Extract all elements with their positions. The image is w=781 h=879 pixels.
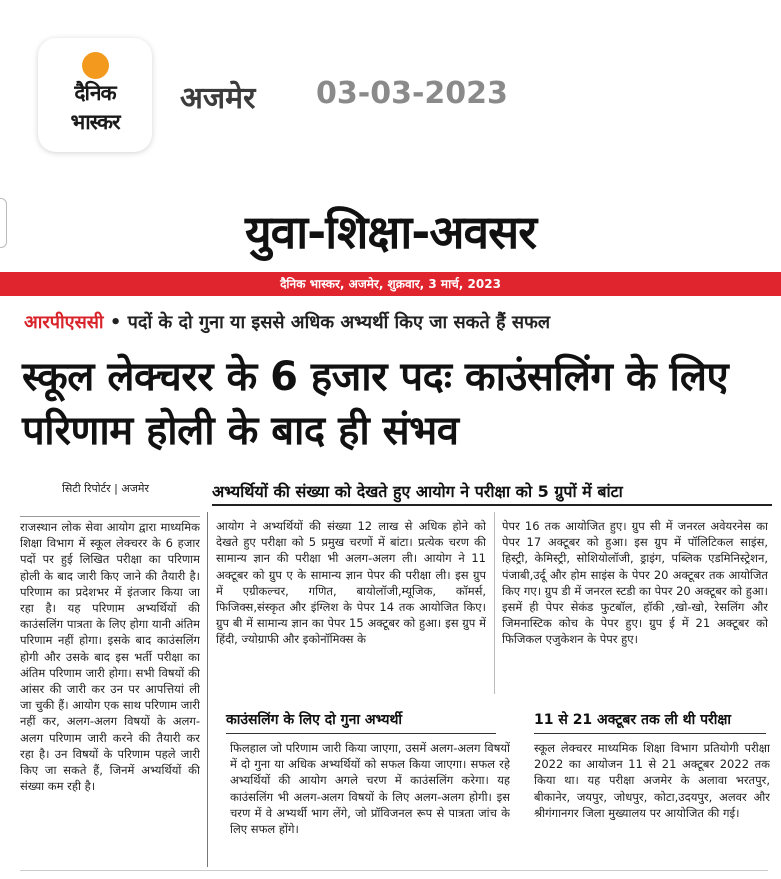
article-byline: सिटी रिपोर्टर | अजमेर xyxy=(62,482,150,495)
body-column-2: आयोग ने अभ्यर्थियों की संख्या 12 लाख से अधिक होने को देखते हुए परीक्षा को 5 प्रमुख चरणों में बांटा। प्रत्येक चरण की सामान्य ज्ञान की परीक्षा भी अलग-अलग ली। आयोग ने 11 अक्टूबर को ग्रुप ए के सामान्य ज्ञान पेपर की परीक्षा ली। इस ग्रुप में एग्रीकल्चर, गणित, बायोलॉजी,म्यूजिक, कॉमर्स, फिजिक्स,संस्कृत और इंग्लिश के पेपर 14 तक आयोजित किए। ग्रुप बी में सामान्य ज्ञान का पेपर 15 अक्टूबर को हुआ। इस ग्रुप में हिंदी, ज्योग्राफी और इकोनॉमिक्स के xyxy=(216,519,486,647)
edition-date: 03-03-2023 xyxy=(316,76,508,111)
body-column-5: स्कूल लेक्चरर माध्यमिक शिक्षा विभाग प्रतियोगी परीक्षा 2022 का आयोजन 11 से 21 अक्टूबर 2022 तक किया था। यह परीक्षा अजमेर के अलावा भरतपुर, बीकानेर, जयपुर, जोधपुर, कोटा,उदयपुर, अलवर और श्रीगंगानगर जिला मुख्यालय पर आयोजित की गई। xyxy=(534,741,770,820)
logo-line-1: दैनिक xyxy=(74,81,116,105)
logo-line-2: भास्कर xyxy=(70,110,120,134)
edition-city: अजमेर xyxy=(180,81,256,116)
exam-dates-subheading: 11 से 21 अक्टूबर तक ली थी परीक्षा xyxy=(534,710,766,734)
counselling-subheading: काउंसलिंग के लिए दो गुना अभ्यर्थी xyxy=(226,710,496,734)
news-clipping xyxy=(14,300,774,875)
column-divider xyxy=(494,512,495,694)
column-divider xyxy=(207,512,208,867)
body-column-3: पेपर 16 तक आयोजित हुए। ग्रुप सी में जनरल अवेयरनेस का पेपर 17 अक्टूबर को हुआ। इस ग्रुप में पॉलिटिकल साइंस, हिस्ट्री, केमिस्ट्री, सोशियोलॉजी, ड्राइंग, पब्लिक एडमिनिस्ट्रेशन, पंजाबी,उर्दू और होम साइंस के पेपर 20 अक्टूबर तक आयोजित किए गए। ग्रुप डी में जनरल स्टडी का पेपर 20 अक्टूबर को हुआ। इसमें ही पेपर सेकंड फुटबॉल, हॉकी ,खो-खो, रेसलिंग और जिमनास्टिक कोच के पेपर हुए। ग्रुप ई में 21 अक्टूबर को फिजिकल एजुकेशन के पेपर हुए। xyxy=(502,519,768,647)
body-column-1: राजस्थान लोक सेवा आयोग द्वारा माध्यमिक शिक्षा विभाग में स्कूल लेक्चरर के 6 हजार पदों पर हुई लिखित परीक्षा का परिणाम होली के बाद जारी किए जाने की तैयारी है। परिणाम का प्रदेशभर में इंतजार किया जा रहा है। यह परिणाम अभ्यर्थियों की काउंसलिंग पात्रता के लिए होगा यानी अंतिम परिणाम नहीं होगा। इसके बाद काउंसलिंग होगी और उसके बाद इस भर्ती परीक्षा का अंतिम परिणाम जारी होगा। सभी विषयों की आंसर की जारी कर उन पर आपत्तियां ली जा चुकी हैं। आयोग एक साथ परिणाम जारी नहीं कर, अलग-अलग विषयों के अलग-अलग परिणाम जारी करने की तैयारी कर रहा है। उन विषयों के परिणाम पहले जारी किए जा सकते हैं, जिनमें अभ्यर्थियों की संख्या कम रही है। xyxy=(20,516,200,866)
paper-dateline: दैनिक भास्कर, अजमेर, शुक्रवार, 3 मार्च, 2023 xyxy=(280,277,501,291)
divider xyxy=(20,870,768,871)
kicker-text: • पदों के दो गुना या इससे अधिक अभ्यर्थी किए जा सकते हैं सफल xyxy=(109,312,551,333)
main-subheading: अभ्यर्थियों की संख्या को देखते हुए आयोग ने परीक्षा को 5 ग्रुपों में बांटा xyxy=(212,480,772,506)
article-headline: स्कूल लेक्चरर के 6 हजार पदः काउंसलिंग के लिए परिणाम होली के बाद ही संभव xyxy=(22,354,729,454)
kicker-tag: आरपीएससी xyxy=(24,312,104,333)
page-masthead: युवा-शिक्षा-अवसर xyxy=(244,205,537,259)
article-kicker xyxy=(24,310,550,334)
body-column-4: फिलहाल जो परिणाम जारी किया जाएगा, उसमें अलग-अलग विषयों में दो गुना या अधिक अभ्यर्थियों को सफल किया जाएगा। सफल रहे अभ्यर्थियों की आयोग अगले चरण में काउंसलिंग करेगा। यह काउंसलिंग भी अलग-अलग विषयों के लिए अलग-अलग होगी। इस चरण में वे अभ्यर्थी भाग लेंगे, जो प्रॉविजनल रूप से पात्रता जांच के लिए सफल होंगे। xyxy=(230,741,510,837)
dainik-bhaskar-logo[interactable] xyxy=(38,38,152,152)
sun-icon xyxy=(82,52,109,79)
